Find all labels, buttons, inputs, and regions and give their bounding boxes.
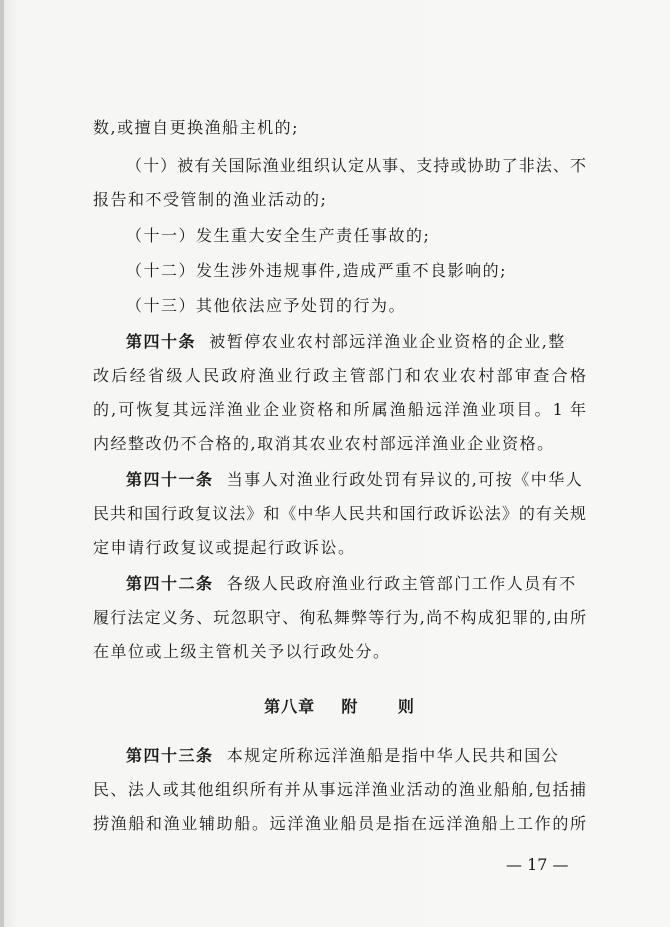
article-heading: 第四十条 bbox=[126, 332, 197, 351]
article-heading: 第四十三条 bbox=[126, 746, 214, 765]
text-line: 民共和国行政复议法》和《中华人民共和国行政诉讼法》的有关规 bbox=[93, 504, 586, 523]
text-line: 数,或擅自更换渔船主机的; bbox=[93, 118, 299, 137]
article-heading: 第四十二条 bbox=[126, 574, 214, 593]
article-41-first-line bbox=[126, 470, 583, 490]
page-number: — 17 — bbox=[506, 855, 569, 874]
article-43-first-line bbox=[126, 746, 559, 766]
chapter-heading: 第八章 附 则 bbox=[264, 697, 415, 716]
text-line: （十一）发生重大安全生产责任事故的; bbox=[126, 226, 431, 245]
text-line: 在单位或上级主管机关予以行政处分。 bbox=[93, 642, 391, 661]
text-line: 的,可恢复其远洋渔业企业资格和所属渔船远洋渔业项目。1 年 bbox=[93, 400, 586, 419]
article-text: 当事人对渔业行政处罚有异议的,可按《中华人 bbox=[226, 470, 584, 489]
article-text: 各级人民政府渔业行政主管部门工作人员有不 bbox=[226, 574, 577, 593]
article-heading: 第四十一条 bbox=[126, 470, 214, 489]
article-text: 本规定所称远洋渔船是指中华人民共和国公 bbox=[226, 746, 560, 765]
text-line: （十二）发生涉外违规事件,造成严重不良影响的; bbox=[126, 261, 507, 280]
page-edge-shadow bbox=[0, 0, 4, 927]
text-line: （十三）其他依法应予处罚的行为。 bbox=[126, 296, 407, 315]
text-line: （十）被有关国际渔业组织认定从事、支持或协助了非法、不 bbox=[126, 156, 586, 175]
text-line: 捞渔船和渔业辅助船。远洋渔业船员是指在远洋渔船上工作的所 bbox=[93, 814, 586, 833]
text-line: 报告和不受管制的渔业活动的; bbox=[93, 190, 328, 209]
text-line: 民、法人或其他组织所有并从事远洋渔业活动的渔业船舶,包括捕 bbox=[93, 780, 586, 799]
text-line: 定申请行政复议或提起行政诉讼。 bbox=[93, 538, 356, 557]
article-42-first-line bbox=[126, 574, 577, 594]
text-line: 履行法定义务、玩忽职守、徇私舞弊等行为,尚不构成犯罪的,由所 bbox=[93, 608, 586, 627]
text-line: 改后经省级人民政府渔业行政主管部门和农业农村部审查合格 bbox=[93, 366, 586, 385]
article-text: 被暂停农业农村部远洋渔业企业资格的企业,整 bbox=[209, 332, 566, 351]
article-40-first-line bbox=[126, 332, 566, 352]
text-line: 内经整改仍不合格的,取消其农业农村部远洋渔业企业资格。 bbox=[93, 434, 555, 453]
